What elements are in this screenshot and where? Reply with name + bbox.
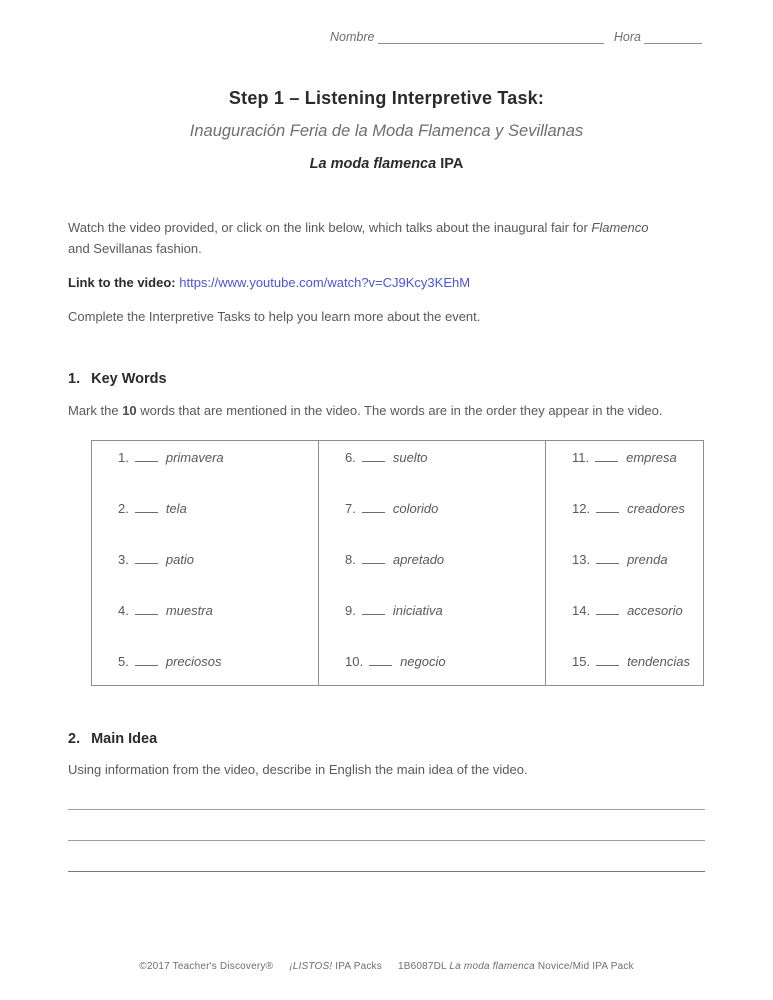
key-word: tendencias <box>627 653 690 669</box>
footer-product-code: 1B6087DL <box>397 961 450 972</box>
section-1-title: Key Words <box>91 370 167 387</box>
key-word: primavera <box>165 449 224 465</box>
answer-blank <box>596 502 619 513</box>
list-item <box>118 654 312 669</box>
key-word: accesorio <box>627 602 683 618</box>
item-number: 10. <box>345 653 364 669</box>
key-word: colorido <box>392 500 439 516</box>
nombre-label: Nombre <box>330 30 375 44</box>
item-number: 5. <box>118 653 129 669</box>
page-footer <box>0 961 773 972</box>
list-item <box>345 501 539 516</box>
section-2-title: Main Idea <box>91 730 158 747</box>
name-hour-header <box>330 0 702 44</box>
item-number: 11. <box>572 449 590 465</box>
intro-paragraph <box>68 217 668 260</box>
list-item <box>572 552 697 567</box>
item-number: 14. <box>572 602 591 618</box>
footer-pack <box>398 961 634 972</box>
video-link[interactable]: https://www.youtube.com/watch?v=CJ9Kcy3KEhM <box>179 274 471 290</box>
answer-blank <box>596 553 619 564</box>
intro-text-italic: Flamenco <box>591 220 649 235</box>
kw-instr-2: words that are mentioned in the video. The words are in the order they appear in the video. <box>136 402 663 418</box>
document-title-suffix: IPA <box>436 156 464 172</box>
list-item <box>118 501 312 516</box>
title-block <box>68 88 705 172</box>
footer-pack-suffix: Novice/Mid IPA Pack <box>534 961 634 972</box>
key-word: creadores <box>627 500 685 516</box>
footer-pack-italic: La moda flamenca <box>449 961 535 972</box>
link-label: Link to the video: <box>68 274 180 290</box>
kw-instr-1: Mark the <box>68 402 123 418</box>
list-item <box>345 654 539 669</box>
answer-blank <box>369 655 392 666</box>
key-word: muestra <box>165 602 213 618</box>
answer-lines <box>68 779 705 872</box>
intro-text-1: Watch the video provided, or click on the link below, which talks about the inaugural fair for <box>68 220 592 235</box>
hora-label: Hora <box>613 30 641 44</box>
item-number: 6. <box>345 449 356 465</box>
item-number: 7. <box>345 500 356 516</box>
list-item <box>572 501 697 516</box>
key-word: tela <box>165 500 187 516</box>
key-word: iniciativa <box>392 602 443 618</box>
key-word: suelto <box>392 449 428 465</box>
footer-series <box>289 961 382 972</box>
key-words-table <box>91 440 704 686</box>
footer-copyright: ©2017 Teacher's Discovery® <box>139 961 274 972</box>
footer-series-italic: ¡LISTOS! <box>289 961 333 972</box>
item-number: 9. <box>345 602 356 618</box>
intro-text-2: and Sevillanas fashion. <box>68 241 202 257</box>
key-word: negocio <box>400 653 446 669</box>
table-row <box>92 440 704 685</box>
section-2-number: 2. <box>68 730 81 747</box>
item-number: 8. <box>345 551 356 567</box>
item-number: 2. <box>118 500 129 516</box>
list-item <box>572 603 697 618</box>
key-words-column-3 <box>546 440 704 685</box>
section-1-number: 1. <box>68 370 81 387</box>
page-title: Step 1 – Listening Interpretive Task: <box>228 88 545 108</box>
key-word: preciosos <box>165 653 222 669</box>
answer-blank <box>596 655 619 666</box>
item-number: 12. <box>572 500 591 516</box>
answer-line <box>68 841 705 872</box>
complete-tasks-text: Complete the Interpretive Tasks to help you learn more about the event. <box>68 308 481 324</box>
list-item <box>345 603 539 618</box>
answer-blank <box>595 451 618 462</box>
hora-blank-line <box>644 30 702 44</box>
key-words-instructions <box>68 401 693 422</box>
list-item <box>572 450 697 465</box>
list-item <box>118 450 312 465</box>
answer-blank <box>135 553 158 564</box>
page-subtitle: Inauguración Feria de la Moda Flamenca y Sevillanas <box>189 122 584 140</box>
answer-blank <box>362 502 385 513</box>
nombre-blank-line <box>378 30 603 44</box>
section-1-heading <box>68 371 705 387</box>
list-item <box>572 654 697 669</box>
answer-blank <box>362 553 385 564</box>
answer-blank <box>135 451 158 462</box>
video-link-row <box>68 275 705 290</box>
answer-blank <box>362 604 385 615</box>
key-word: prenda <box>627 551 668 567</box>
list-item <box>118 552 312 567</box>
main-idea-instructions: Using information from the video, describe in English the main idea of the video. <box>68 761 528 777</box>
item-number: 13. <box>572 551 591 567</box>
answer-line <box>68 810 705 841</box>
document-title <box>68 156 705 172</box>
key-word: apretado <box>392 551 445 567</box>
answer-line <box>68 779 705 810</box>
section-2-heading <box>68 731 705 747</box>
footer-series-suffix: IPA Packs <box>332 961 382 972</box>
key-word: patio <box>165 551 195 567</box>
list-item <box>118 603 312 618</box>
answer-blank <box>596 604 619 615</box>
answer-blank <box>135 655 158 666</box>
list-item <box>345 552 539 567</box>
list-item <box>345 450 539 465</box>
item-number: 15. <box>572 653 591 669</box>
kw-instr-bold-count: 10 <box>122 402 137 418</box>
document-title-italic: La moda flamenca <box>309 156 437 172</box>
key-words-column-2 <box>319 440 546 685</box>
item-number: 4. <box>118 602 129 618</box>
answer-blank <box>362 451 385 462</box>
item-number: 3. <box>118 551 129 567</box>
key-word: empresa <box>626 449 677 465</box>
item-number: 1. <box>118 449 129 465</box>
answer-blank <box>135 604 158 615</box>
answer-blank <box>135 502 158 513</box>
key-words-column-1 <box>92 440 319 685</box>
